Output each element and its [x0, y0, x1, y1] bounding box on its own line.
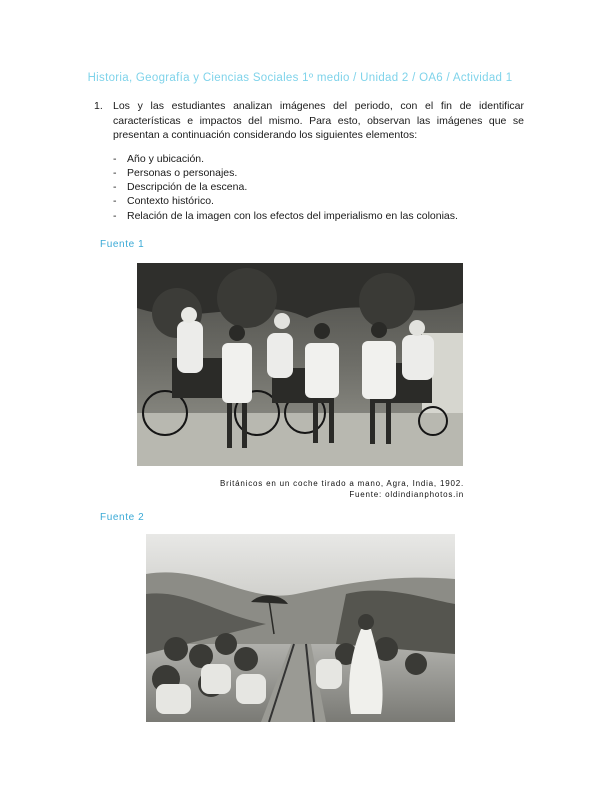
list-item: - Contexto histórico. — [113, 194, 524, 208]
source-2-photo — [146, 534, 455, 722]
caption-text: Británicos en un coche tirado a mano, Agra, India, 1902. — [219, 479, 464, 488]
source-2-label: Fuente 2 — [100, 512, 145, 523]
list-item: - Descripción de la escena. — [113, 180, 524, 194]
caption-credit: Fuente: oldindianphotos.in — [349, 490, 464, 499]
source-1-caption — [220, 478, 464, 500]
list-item: - Año y ubicación. — [113, 152, 524, 166]
element-list — [94, 152, 524, 223]
activity-text: Los y las estudiantes analizan imágenes del periodo, con el fin de identificar características e impactos del mismo. Para esto, observan las imágenes que se presentan a continuación considerando los siguientes elementos: — [113, 100, 524, 141]
source-1-photo — [137, 263, 463, 466]
source-1-label: Fuente 1 — [100, 239, 145, 250]
list-item: - Relación de la imagen con los efectos del imperialismo en las colonias. — [113, 209, 524, 223]
activity-instructions — [94, 99, 524, 223]
document-header: Historia, Geografía y Ciencias Sociales 1º medio / Unidad 2 / OA6 / Actividad 1 — [87, 72, 513, 84]
activity-number: 1. — [94, 100, 103, 112]
list-item: - Personas o personajes. — [113, 166, 524, 180]
